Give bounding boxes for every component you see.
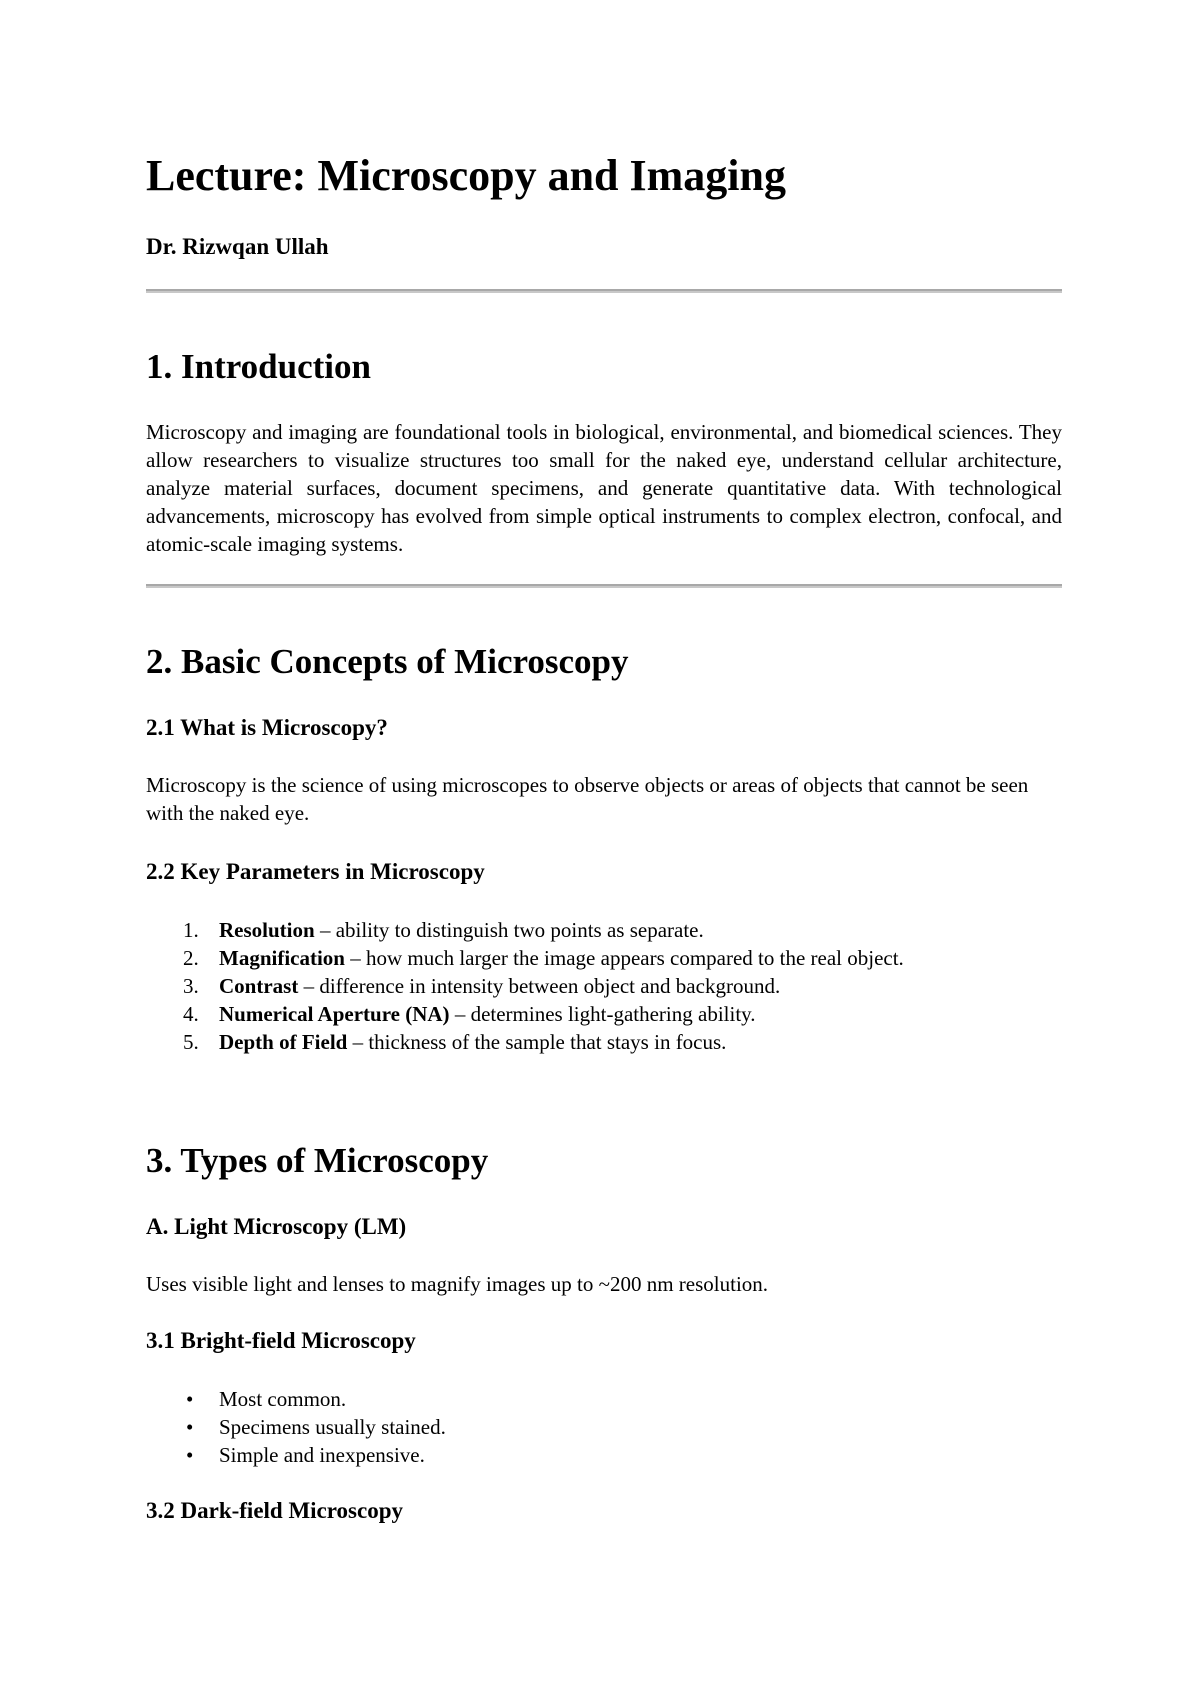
list-item: • Most common. [186,1387,347,1411]
bright-field-list [146,1385,1062,1469]
subheading-key-parameters: 2.2 Key Parameters in Microscopy [146,859,485,884]
horizontal-rule [146,289,1062,293]
subheading-bright-field: 3.1 Bright-field Microscopy [146,1328,416,1353]
key-parameters-list [146,916,1062,1056]
section-heading-introduction: 1. Introduction [146,347,371,386]
subheading-what-is-microscopy: 2.1 What is Microscopy? [146,715,388,740]
list-item: 4. Numerical Aperture (NA) – determines light-gathering ability. [183,1002,756,1026]
horizontal-rule [146,584,1062,588]
bullet-icon: • [186,1387,194,1411]
subheading-light-microscopy: A. Light Microscopy (LM) [146,1214,407,1239]
bullet-icon: • [186,1443,194,1467]
list-item: 1. Resolution – ability to distinguish two points as separate. [183,918,704,942]
what-is-microscopy-paragraph: Microscopy is the science of using microscopes to observe objects or areas of objects that cannot be seen with the naked eye. [146,773,1029,825]
list-item: • Simple and inexpensive. [186,1443,425,1467]
subheading-dark-field: 3.2 Dark-field Microscopy [146,1498,404,1523]
introduction-paragraph: Microscopy and imaging are foundational tools in biological, environmental, and biomedical sciences. They allow researchers to visualize structures too small for the naked eye, understand cellular architecture, analyze material surfaces, document specimens, and generate quantitative data. With technological advancements, microscopy has evolved from simple optical instruments to complex electron, confocal, and atomic-scale imaging systems. [146,420,1062,556]
light-microscopy-paragraph: Uses visible light and lenses to magnify images up to ~200 nm resolution. [146,1272,769,1296]
list-item: 3. Contrast – difference in intensity between object and background. [183,974,781,998]
list-item: 2. Magnification – how much larger the image appears compared to the real object. [183,946,904,970]
section-heading-basic-concepts: 2. Basic Concepts of Microscopy [146,642,629,681]
section-heading-types: 3. Types of Microscopy [146,1141,489,1180]
list-item: 5. Depth of Field – thickness of the sample that stays in focus. [183,1030,727,1054]
document-title: Lecture: Microscopy and Imaging [146,151,786,200]
bullet-icon: • [186,1415,194,1439]
author-name: Dr. Rizwqan Ullah [146,234,329,259]
list-item: • Specimens usually stained. [186,1415,446,1439]
